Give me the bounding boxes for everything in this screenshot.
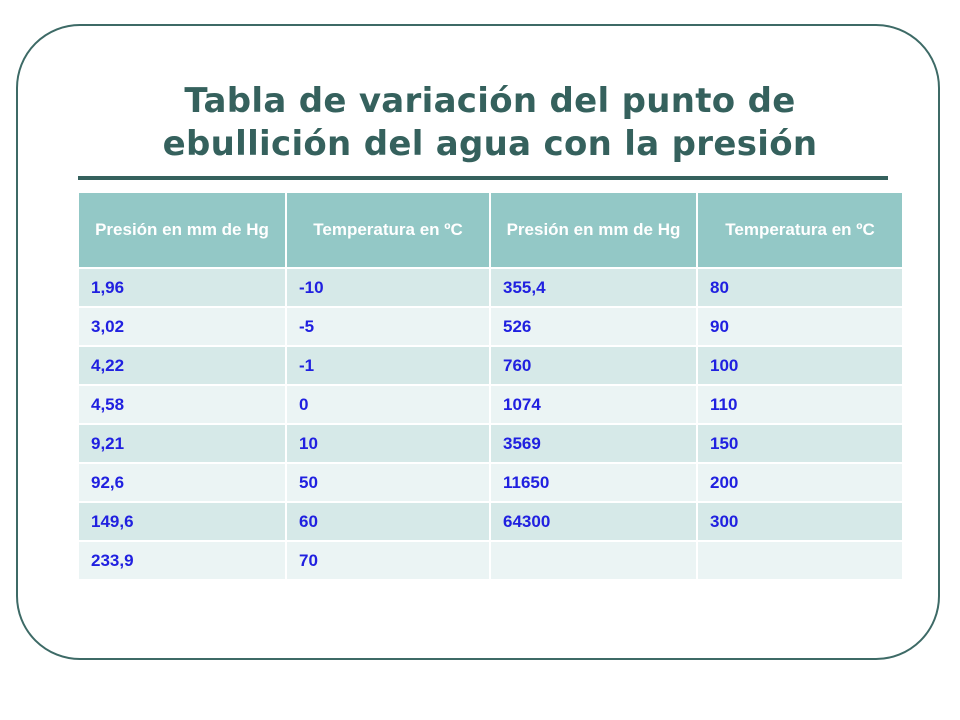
cell-pressure: 64300	[490, 502, 697, 541]
cell-pressure	[490, 541, 697, 580]
cell-temperature: -5	[286, 307, 490, 346]
table-row	[78, 268, 903, 307]
table-row	[78, 346, 903, 385]
cell-temperature: 200	[697, 463, 903, 502]
cell-temperature: -1	[286, 346, 490, 385]
cell-temperature: 150	[697, 424, 903, 463]
table-row	[78, 463, 903, 502]
header-temperature-2: Temperatura en ºC	[697, 192, 903, 268]
title-underline	[78, 176, 888, 180]
cell-temperature: 300	[697, 502, 903, 541]
cell-temperature: 50	[286, 463, 490, 502]
table-row	[78, 424, 903, 463]
cell-temperature: 0	[286, 385, 490, 424]
cell-temperature: 10	[286, 424, 490, 463]
title-line-1: Tabla de variación del punto de	[184, 81, 796, 121]
cell-pressure: 149,6	[78, 502, 286, 541]
cell-pressure: 92,6	[78, 463, 286, 502]
cell-pressure: 1,96	[78, 268, 286, 307]
cell-pressure: 233,9	[78, 541, 286, 580]
cell-temperature	[697, 541, 903, 580]
cell-pressure: 3569	[490, 424, 697, 463]
header-pressure-1: Presión en mm de Hg	[78, 192, 286, 268]
table-row	[78, 307, 903, 346]
table-row	[78, 502, 903, 541]
cell-temperature: 80	[697, 268, 903, 307]
cell-temperature: 110	[697, 385, 903, 424]
cell-temperature: 90	[697, 307, 903, 346]
cell-pressure: 4,58	[78, 385, 286, 424]
table-header-row	[78, 192, 903, 268]
cell-pressure: 4,22	[78, 346, 286, 385]
cell-pressure: 760	[490, 346, 697, 385]
boiling-point-table	[77, 191, 904, 581]
table-row	[78, 541, 903, 580]
cell-temperature: 60	[286, 502, 490, 541]
page-title	[90, 80, 890, 166]
cell-pressure: 3,02	[78, 307, 286, 346]
cell-pressure: 9,21	[78, 424, 286, 463]
cell-temperature: 100	[697, 346, 903, 385]
title-line-2: ebullición del agua con la presión	[162, 124, 818, 164]
cell-pressure: 526	[490, 307, 697, 346]
header-temperature-1: Temperatura en ºC	[286, 192, 490, 268]
cell-temperature: 70	[286, 541, 490, 580]
header-pressure-2: Presión en mm de Hg	[490, 192, 697, 268]
cell-temperature: -10	[286, 268, 490, 307]
cell-pressure: 11650	[490, 463, 697, 502]
table-row	[78, 385, 903, 424]
cell-pressure: 355,4	[490, 268, 697, 307]
cell-pressure: 1074	[490, 385, 697, 424]
